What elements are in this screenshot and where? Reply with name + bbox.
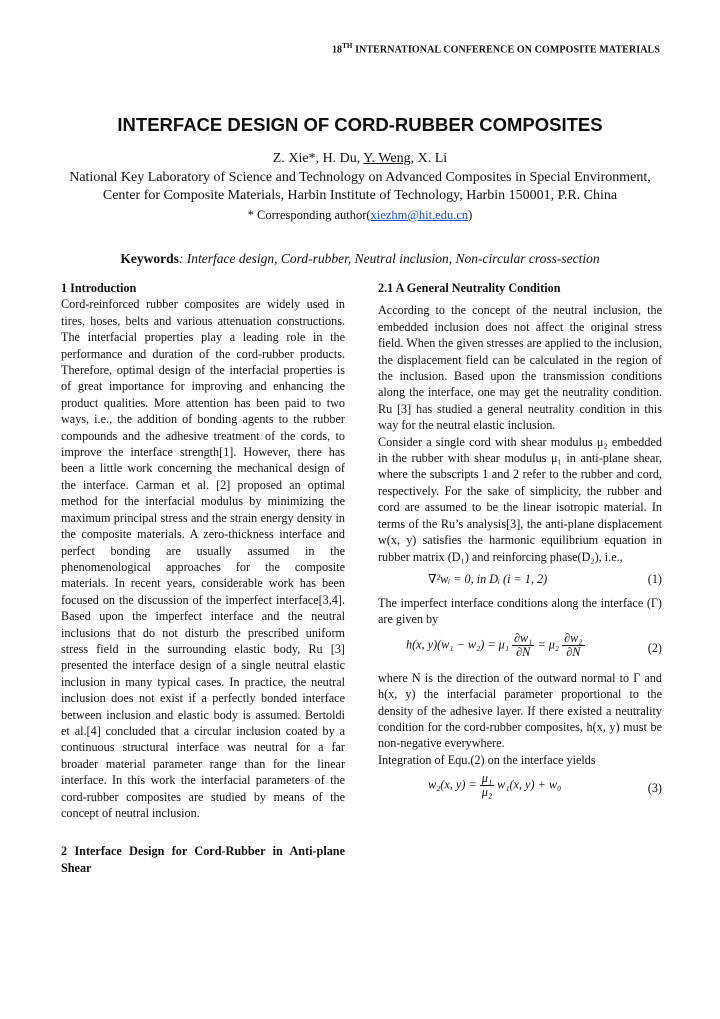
conf-number: 18	[331, 44, 343, 56]
author-underlined: Y. Weng	[363, 151, 411, 166]
email-link[interactable]: xiezhm@hit.edu.cn	[370, 207, 469, 222]
equation-3-fraction: $\frac{\text{μ₁}}{\text{μ₂}}$	[481, 771, 493, 800]
author-list	[60, 150, 660, 169]
equation-1-number: (1)	[647, 571, 662, 586]
corresponding-author	[60, 206, 660, 225]
equation-1	[378, 565, 662, 595]
keywords-line	[0, 251, 720, 267]
equation-2-fraction-1: $\frac{\text{∂w₁}}{\partial N}$	[514, 630, 533, 659]
equation-3	[378, 768, 662, 808]
equation-1-expression: ∇²wᵢ = 0, in Dᵢ (i = 1, 2)	[428, 571, 548, 586]
equation-2-expression	[406, 632, 585, 659]
conf-name: INTERNATIONAL CONFERENCE ON COMPOSITE MATERIALS	[352, 44, 660, 56]
paragraph-integration: Integration of Equ.(2) on the interface yields	[378, 752, 596, 767]
author-names-2: , X. Li	[410, 151, 448, 166]
author-names-1: Z. Xie*, H. Du,	[272, 151, 364, 166]
left-column	[61, 280, 345, 876]
right-column	[378, 280, 662, 808]
paragraph-neutral-concept: According to the concept of the neutral inclusion, the embedded inclusion does not affect the original stress field. When the given stresses are applied to the inclusion, the displacement field can be calculated in the region of the inclusion. Based upon the transmission conditions along the interface, one may get the neutrality condition. Ru [3] has studied a general neutrality condition in this way for the neutral elastic inclusion.	[378, 303, 662, 433]
equation-2-middle: = μ₂	[537, 637, 560, 652]
affiliation: National Key Laboratory of Science and Technology on Advanced Composites in Special Environment, Center for Composite Materials, Harbin Institute of Technology, Harbin 150001, P.R. China	[69, 169, 651, 203]
corresponding-prefix: * Corresponding author(	[247, 207, 371, 222]
paper-title: INTERFACE DESIGN OF CORD-RUBBER COMPOSITES	[117, 114, 603, 135]
paragraph-normal-direction: where N is the direction of the outward normal to Γ and h(x, y) the interfacial parameter proportional to the density of the adhesive layer. If there existed a neutrality condition for the cord-rubber composites, h(x, y) must be non-negative everywhere.	[378, 670, 662, 751]
introduction-paragraph: Cord-reinforced rubber composites are widely used in tires, hoses, belts and various attenuation constructions. The interfacial properties play a leading role in the performance and duration of the cord-rubber products. Therefore, optimal design of the interfacial properties is of great importance for improving and enhancing the product qualities. More attention has been paid to two ways, i.e., the addition of bonding agents to the rubber compounds and the adhesive treatment of the cords, to improve the interface strength[1]. However, there has been a little work concerning the mechanical design of the interface. Carman et al. [2] proposed an optimal method for the interfacial modulus by minimizing the maximum principal stress and the strain energy density in the composite materials. A zero-thickness interface and perfect bonding are usually assumed in the phenomenological approaches for the composite materials. In recent years, considerable work has been focused on the discussion of the imperfect interface[3,4]. Based upon the imperfect interface and the neutral inclusions that do not disturb the prescribed uniform stress field in the surrounding elastic body, Ru [3] presented the interface design of a single neutral elastic inclusion in many typical cases. In practice, the neutral inclusion does not exist if a perfectly bonded interface between inclusion and elastic body is assumed. Bertoldi et al.[4] concluded that a circular inclusion coated by a continuous structural interface was neutral for a far broader material parameter range than for the linear interface. In this work the interfacial parameters of the cord-rubber composites are studied by means of the concept of neutral inclusion.	[61, 297, 345, 820]
equation-2-fraction-2: $\frac{\text{∂w₂}}{\partial N}$	[564, 630, 583, 659]
equation-2-number: (2)	[647, 640, 662, 655]
subsection-heading-neutrality: 2.1 A General Neutrality Condition	[378, 281, 561, 295]
author-block	[60, 150, 660, 224]
running-header	[332, 42, 660, 55]
section-heading-introduction: 1 Introduction	[61, 281, 137, 295]
conf-superscript: TH	[342, 42, 353, 50]
paragraph-cord-model: Consider a single cord with shear modulus μ₂ embedded in the rubber with shear modulus μ₁ in anti-plane shear, where the subscripts 1 and 2 refer to the rubber and cord, respectively. For the sake of simplicity, the rubber and cord are assumed to be the linear isotropic material. In terms of the Ru’s analysis[3], the anti-plane displacement w(x, y) satisfies the harmonic equilibrium equation in rubber matrix (D₁) and reinforcing phase(D₂), i.e.,	[378, 434, 662, 564]
keywords-text: : Interface design, Cord-rubber, Neutral inclusion, Non-circular cross-section	[178, 251, 600, 266]
keywords-label: Keywords	[120, 251, 179, 266]
corresponding-suffix: )	[468, 207, 473, 222]
equation-2-left: h(x, y)(w₁ − w₂) = μ₁	[406, 637, 509, 652]
equation-2	[378, 628, 662, 670]
equation-3-right: w₁(x, y) + w₀	[497, 777, 562, 792]
equation-3-number: (3)	[647, 781, 662, 796]
section-heading-interface-design: 2 Interface Design for Cord-Rubber in Anti-plane Shear	[61, 844, 345, 875]
paragraph-interface-conditions: The imperfect interface conditions along the interface (Γ) are given by	[378, 595, 662, 627]
equation-3-expression	[428, 772, 561, 799]
equation-3-left: w₂(x, y) =	[428, 777, 480, 792]
